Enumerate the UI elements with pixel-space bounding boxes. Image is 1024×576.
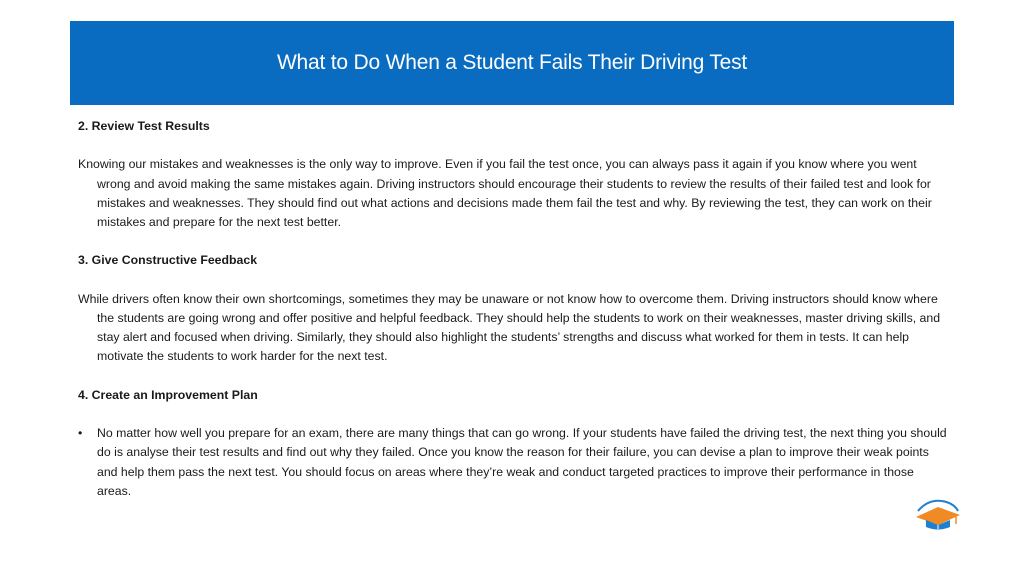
slide-content [78, 117, 948, 501]
section-heading-plan: 4. Create an Improvement Plan [78, 387, 258, 402]
graduation-cap-icon [912, 497, 962, 531]
slide-title: What to Do When a Student Fails Their Driving Test [276, 51, 748, 74]
section-heading-feedback: 3. Give Constructive Feedback [78, 253, 258, 268]
title-banner [70, 21, 954, 105]
bullet-mark: • [78, 426, 83, 441]
section-body-review: Knowing our mistakes and weaknesses is the only way to improve. Even if you fail the test once, you can always pass it again if you know where you went wrong and avoid making the same mistakes again. Driving instructors should encourage their students to review the results of their failed test and look for mistakes and weaknesses. They should find out what actions and decisions made them fail the test and why. By reviewing the test, they can work on their mistakes and prepare for the next test better. [78, 157, 932, 229]
section-body-feedback: While drivers often know their own shortcomings, sometimes they may be unaware or not know how to overcome them. Driving instructors should know where the students are going wrong and offer positive and helpful feedback. They should help the students to work on their weaknesses, master driving skills, and stay alert and focused when driving. Similarly, they should also highlight the students’ strengths and discuss what worked for them in tests. It can help motivate the students to work harder for the next test. [78, 291, 941, 364]
section-heading-review: 2. Review Test Results [78, 119, 210, 133]
bullet-item [78, 424, 948, 501]
bullet-text: No matter how well you prepare for an exam, there are many things that can go wrong. If your students have failed the driving test, the next thing you should do is analyse their test results and find out why they failed. Once you know the reason for their failure, you can devise a plan to improve their weak points and help them pass the next test. You should focus on areas where they’re weak and conduct targeted practices to improve their performance in those areas. [97, 426, 947, 498]
